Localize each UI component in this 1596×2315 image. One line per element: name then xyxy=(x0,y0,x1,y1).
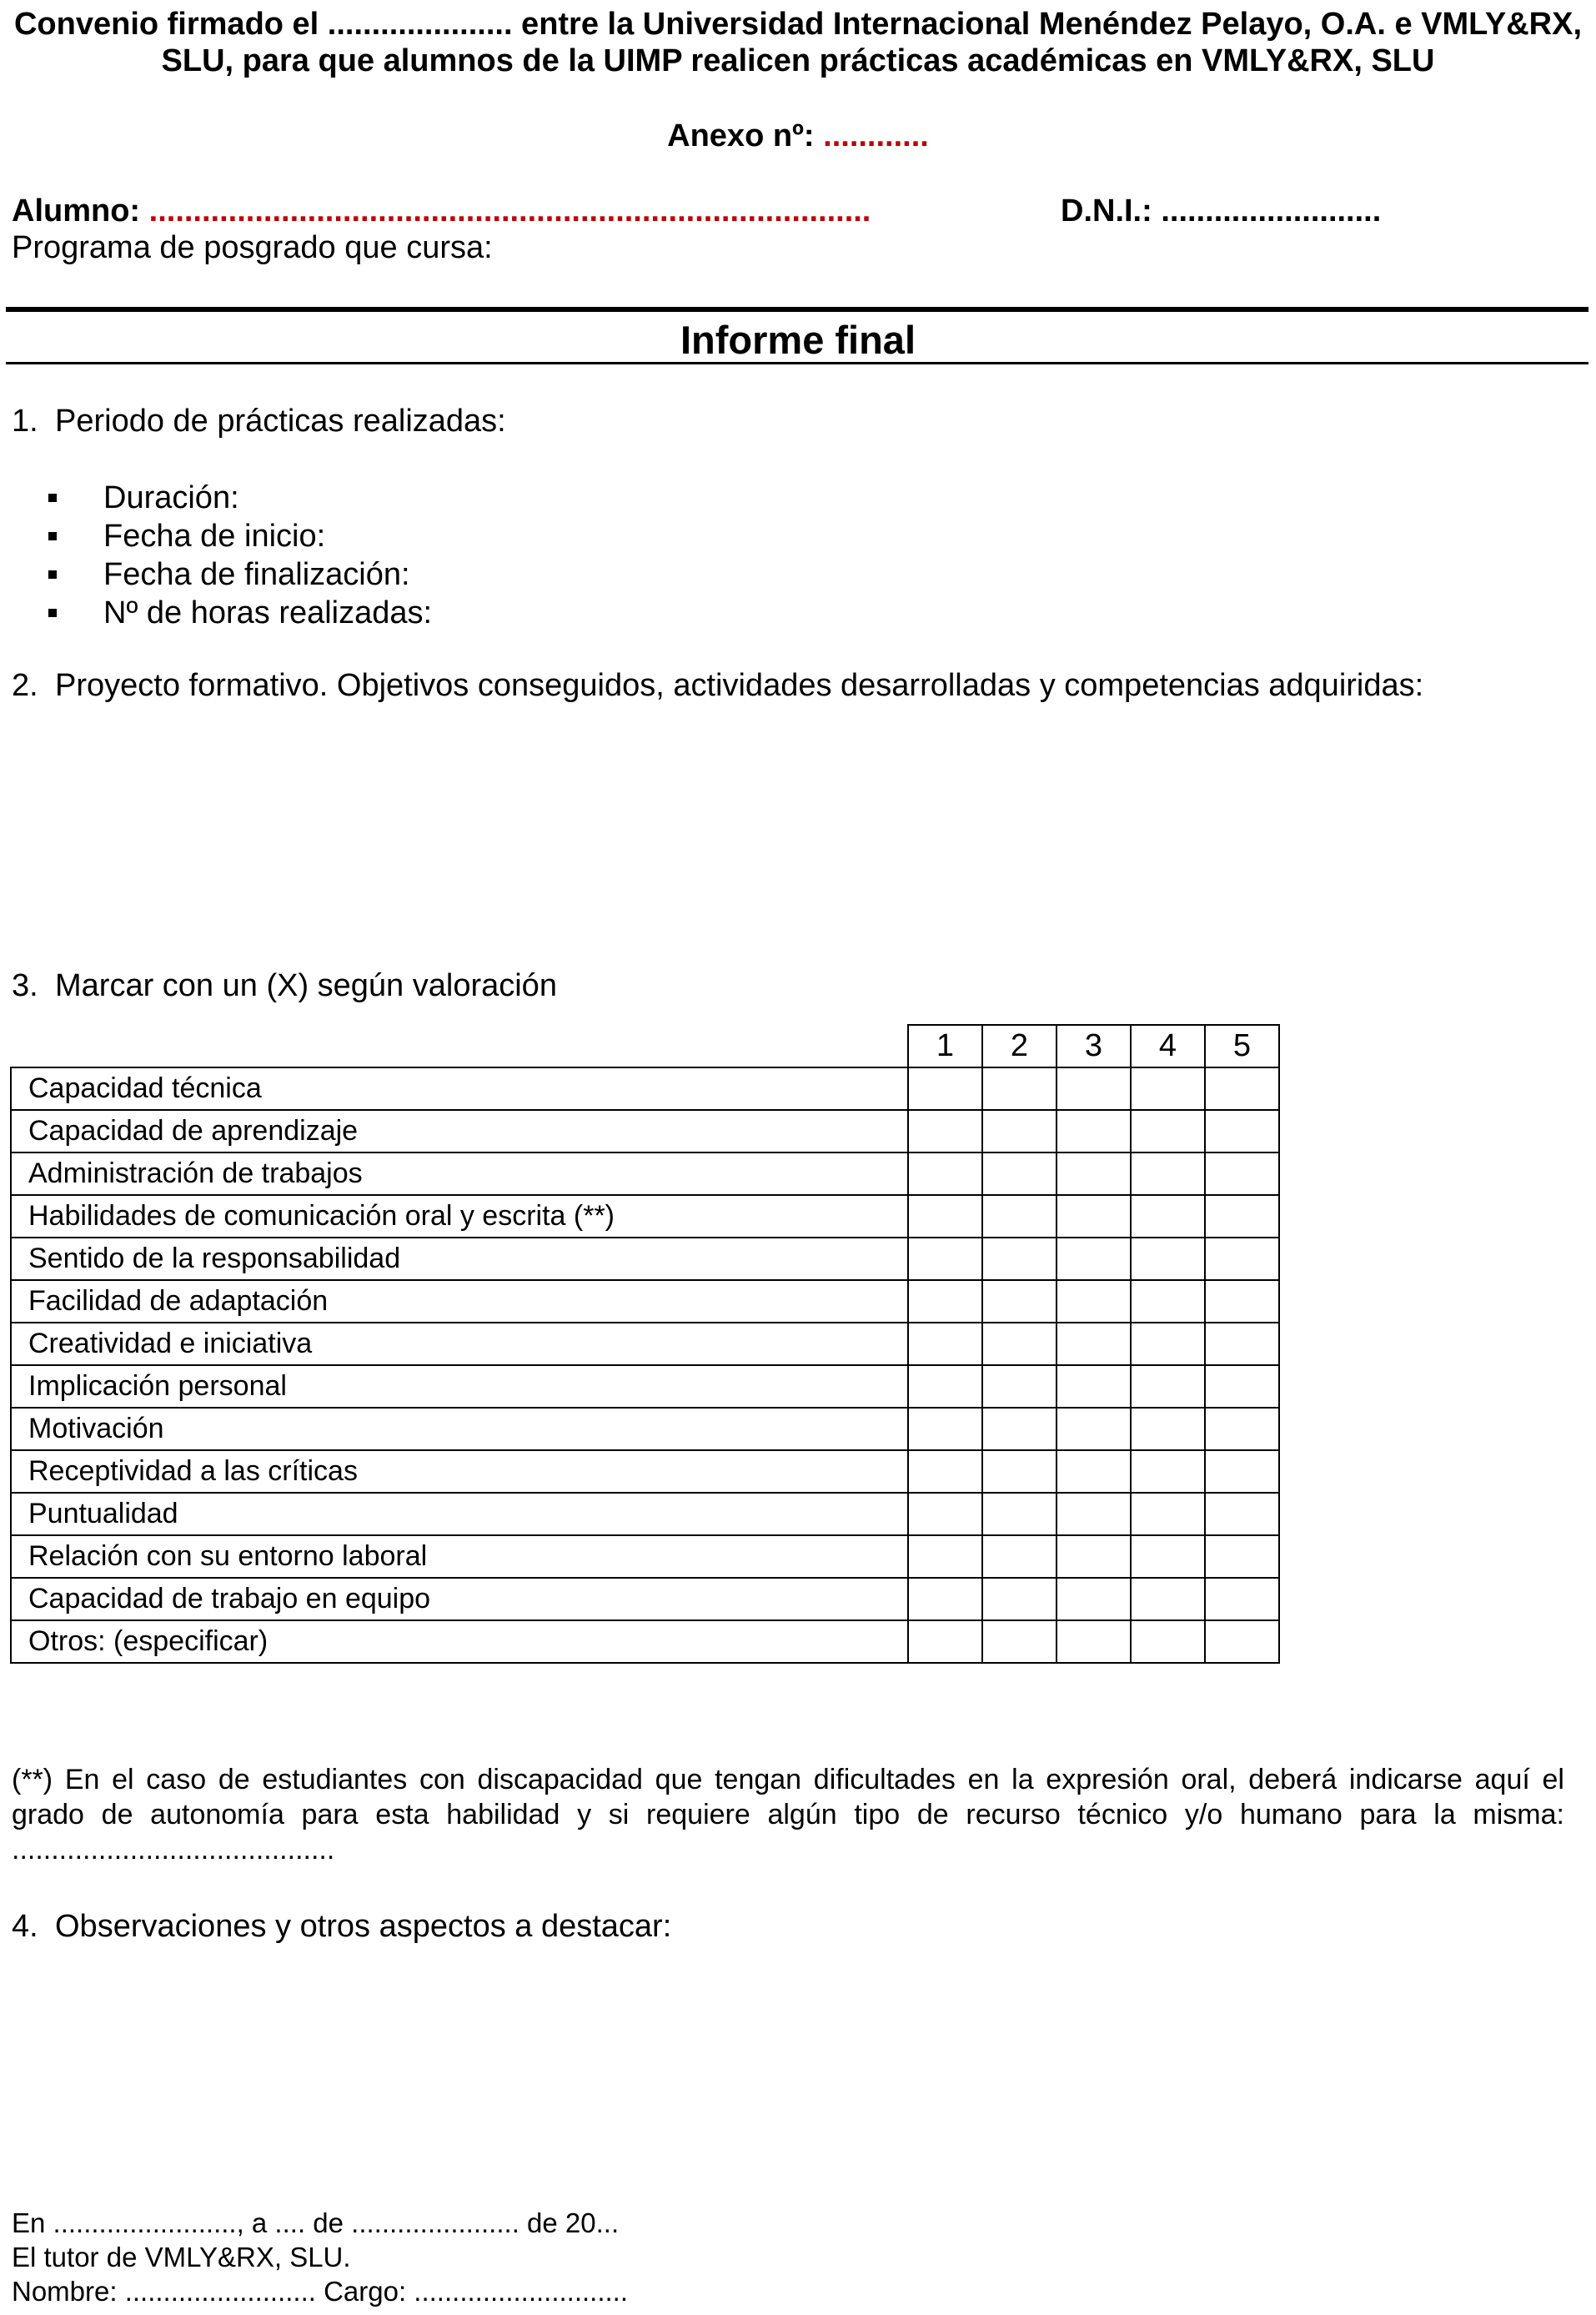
criterion-label: Capacidad técnica xyxy=(11,1067,908,1110)
table-row xyxy=(11,1067,1279,1110)
rating-cell-1[interactable] xyxy=(908,1408,982,1450)
rating-cell-3[interactable] xyxy=(1056,1493,1131,1535)
rating-cell-5[interactable] xyxy=(1205,1238,1279,1280)
rating-cell-4[interactable] xyxy=(1131,1365,1205,1408)
agreement-title-line-2: SLU, para que alumnos de la UIMP realicen prácticas académicas en VMLY&RX, SLU xyxy=(161,43,1435,78)
program-label: Programa de posgrado que cursa: xyxy=(12,230,493,265)
table-row xyxy=(11,1323,1279,1365)
rating-cell-4[interactable] xyxy=(1131,1450,1205,1493)
rating-cell-1[interactable] xyxy=(908,1067,982,1110)
rating-cell-4[interactable] xyxy=(1131,1493,1205,1535)
title-rule-top xyxy=(6,307,1588,312)
table-row xyxy=(11,1238,1279,1280)
rating-cell-2[interactable] xyxy=(982,1067,1056,1110)
table-row xyxy=(11,1152,1279,1195)
student-value: .................................................................................. xyxy=(148,193,871,228)
dni-field xyxy=(1061,193,1381,229)
report-title: Informe final xyxy=(680,318,916,362)
rating-cell-2[interactable] xyxy=(982,1152,1056,1195)
section-1-heading xyxy=(12,404,506,439)
rating-cell-5[interactable] xyxy=(1205,1067,1279,1110)
table-row xyxy=(11,1535,1279,1578)
table-row xyxy=(11,1365,1279,1408)
rating-scale-5: 5 xyxy=(1205,1025,1279,1067)
criterion-label: Motivación xyxy=(11,1408,908,1450)
rating-cell-1[interactable] xyxy=(908,1195,982,1238)
list-item: Duración: xyxy=(103,480,239,516)
table-row xyxy=(11,1493,1279,1535)
criterion-label: Facilidad de adaptación xyxy=(11,1280,908,1323)
criterion-label: Capacidad de trabajo en equipo xyxy=(11,1578,908,1620)
section-2-heading xyxy=(12,668,1423,704)
criterion-label: Implicación personal xyxy=(11,1365,908,1408)
criterion-label: Habilidades de comunicación oral y escrita (**) xyxy=(11,1195,908,1238)
rating-cell-4[interactable] xyxy=(1131,1110,1205,1152)
rating-cell-4[interactable] xyxy=(1131,1280,1205,1323)
rating-cell-2[interactable] xyxy=(982,1323,1056,1365)
section-4-number: 4. xyxy=(12,1909,38,1944)
rating-cell-2[interactable] xyxy=(982,1238,1056,1280)
list-item: Nº de horas realizadas: xyxy=(103,595,432,631)
section-1-title: Periodo de prácticas realizadas: xyxy=(55,404,506,439)
rating-cell-3[interactable] xyxy=(1056,1195,1131,1238)
list-item: Fecha de finalización: xyxy=(103,557,410,593)
section-1-number: 1. xyxy=(12,404,38,439)
section-4-heading xyxy=(12,1909,671,1945)
rating-cell-5[interactable] xyxy=(1205,1365,1279,1408)
rating-cell-3[interactable] xyxy=(1056,1152,1131,1195)
rating-scale-1: 1 xyxy=(908,1025,982,1067)
rating-cell-1[interactable] xyxy=(908,1152,982,1195)
rating-cell-5[interactable] xyxy=(1205,1110,1279,1152)
rating-cell-5[interactable] xyxy=(1205,1620,1279,1663)
rating-table-body xyxy=(11,1067,1279,1663)
table-row xyxy=(11,1578,1279,1620)
rating-cell-1[interactable] xyxy=(908,1323,982,1365)
table-row xyxy=(11,1110,1279,1152)
rating-cell-2[interactable] xyxy=(982,1408,1056,1450)
rating-cell-1[interactable] xyxy=(908,1620,982,1663)
criterion-label: Sentido de la responsabilidad xyxy=(11,1238,908,1280)
rating-cell-3[interactable] xyxy=(1056,1323,1131,1365)
rating-cell-5[interactable] xyxy=(1205,1323,1279,1365)
rating-cell-1[interactable] xyxy=(908,1238,982,1280)
table-row xyxy=(11,1280,1279,1323)
rating-cell-5[interactable] xyxy=(1205,1578,1279,1620)
criterion-label: Administración de trabajos xyxy=(11,1152,908,1195)
rating-cell-3[interactable] xyxy=(1056,1450,1131,1493)
rating-cell-4[interactable] xyxy=(1131,1408,1205,1450)
annex-label: Anexo nº: xyxy=(667,118,815,153)
rating-cell-3[interactable] xyxy=(1056,1238,1131,1280)
square-bullet-icon xyxy=(48,532,57,540)
rating-cell-4[interactable] xyxy=(1131,1238,1205,1280)
criterion-label: Capacidad de aprendizaje xyxy=(11,1110,908,1152)
rating-cell-2[interactable] xyxy=(982,1365,1056,1408)
rating-cell-5[interactable] xyxy=(1205,1408,1279,1450)
student-label: Alumno: xyxy=(12,193,141,228)
dni-value: ......................... xyxy=(1161,193,1382,228)
rating-cell-2[interactable] xyxy=(982,1535,1056,1578)
rating-cell-2[interactable] xyxy=(982,1493,1056,1535)
rating-cell-2[interactable] xyxy=(982,1195,1056,1238)
rating-cell-5[interactable] xyxy=(1205,1152,1279,1195)
rating-cell-4[interactable] xyxy=(1131,1578,1205,1620)
agreement-title-line-1: Convenio firmado el ..................... entre la Universidad Internacional Menéndez Pelayo, O.A. e VMLY&RX, xyxy=(13,7,1583,42)
rating-cell-3[interactable] xyxy=(1056,1408,1131,1450)
rating-cell-5[interactable] xyxy=(1205,1450,1279,1493)
rating-cell-5[interactable] xyxy=(1205,1195,1279,1238)
section-3-number: 3. xyxy=(12,968,38,1003)
section-2-title: Proyecto formativo. Objetivos conseguidos, actividades desarrolladas y competencias adquiridas: xyxy=(55,668,1424,703)
rating-scale-header xyxy=(11,1025,1279,1067)
rating-cell-1[interactable] xyxy=(908,1280,982,1323)
rating-header-blank xyxy=(11,1025,908,1067)
criterion-label: Receptividad a las críticas xyxy=(11,1450,908,1493)
rating-cell-2[interactable] xyxy=(982,1280,1056,1323)
rating-cell-3[interactable] xyxy=(1056,1110,1131,1152)
rating-scale-3: 3 xyxy=(1056,1025,1131,1067)
rating-cell-1[interactable] xyxy=(908,1365,982,1408)
dni-label: D.N.I.: xyxy=(1061,193,1152,228)
rating-table xyxy=(10,1024,1280,1664)
rating-cell-3[interactable] xyxy=(1056,1280,1131,1323)
table-row xyxy=(11,1620,1279,1663)
rating-cell-3[interactable] xyxy=(1056,1620,1131,1663)
annex-number xyxy=(0,118,1596,154)
rating-cell-2[interactable] xyxy=(982,1620,1056,1663)
section-4-title: Observaciones y otros aspectos a destacar: xyxy=(55,1909,672,1944)
table-row xyxy=(11,1195,1279,1238)
place-date-line: En ........................, a .... de ...................... de 20... xyxy=(12,2207,620,2238)
criterion-label: Otros: (especificar) xyxy=(11,1620,908,1663)
rating-cell-1[interactable] xyxy=(908,1450,982,1493)
section-3-heading xyxy=(12,968,557,1004)
rating-scale-2: 2 xyxy=(982,1025,1056,1067)
rating-cell-2[interactable] xyxy=(982,1450,1056,1493)
rating-cell-4[interactable] xyxy=(1131,1620,1205,1663)
criterion-label: Puntualidad xyxy=(11,1493,908,1535)
rating-cell-3[interactable] xyxy=(1056,1578,1131,1620)
rating-cell-4[interactable] xyxy=(1131,1195,1205,1238)
rating-cell-4[interactable] xyxy=(1131,1323,1205,1365)
name-role-line: Nombre: ......................... Cargo: ............................ xyxy=(12,2276,629,2307)
title-rule-bottom xyxy=(6,362,1588,364)
square-bullet-icon xyxy=(48,570,57,579)
rating-cell-3[interactable] xyxy=(1056,1535,1131,1578)
list-item: Fecha de inicio: xyxy=(103,519,325,555)
rating-cell-1[interactable] xyxy=(908,1535,982,1578)
rating-cell-2[interactable] xyxy=(982,1578,1056,1620)
rating-cell-2[interactable] xyxy=(982,1110,1056,1152)
section-2-number: 2. xyxy=(12,668,38,703)
student-field xyxy=(12,193,871,229)
criterion-label: Creatividad e iniciativa xyxy=(11,1323,908,1365)
rating-cell-1[interactable] xyxy=(908,1110,982,1152)
rating-cell-5[interactable] xyxy=(1205,1280,1279,1323)
rating-cell-5[interactable] xyxy=(1205,1493,1279,1535)
annex-value: ............ xyxy=(823,118,929,153)
rating-cell-1[interactable] xyxy=(908,1493,982,1535)
square-bullet-icon xyxy=(48,494,57,502)
table-row xyxy=(11,1450,1279,1493)
square-bullet-icon xyxy=(48,609,57,617)
rating-cell-4[interactable] xyxy=(1131,1535,1205,1578)
rating-scale-4: 4 xyxy=(1131,1025,1205,1067)
accessibility-note: (**) En el caso de estudiantes con discapacidad que tengan dificultades en la expresión oral, deberá indicarse aquí el grado de autonomía para esta habilidad y si requiere algún tipo de recurso técnico y/o humano para la misma: ......................................... xyxy=(12,1764,1564,1866)
table-row xyxy=(11,1408,1279,1450)
rating-cell-4[interactable] xyxy=(1131,1152,1205,1195)
rating-cell-1[interactable] xyxy=(908,1578,982,1620)
tutor-line: El tutor de VMLY&RX, SLU. xyxy=(12,2242,351,2272)
section-3-title: Marcar con un (X) según valoración xyxy=(55,968,557,1003)
criterion-label: Relación con su entorno laboral xyxy=(11,1535,908,1578)
rating-cell-3[interactable] xyxy=(1056,1365,1131,1408)
rating-cell-3[interactable] xyxy=(1056,1067,1131,1110)
rating-cell-4[interactable] xyxy=(1131,1067,1205,1110)
rating-cell-5[interactable] xyxy=(1205,1535,1279,1578)
